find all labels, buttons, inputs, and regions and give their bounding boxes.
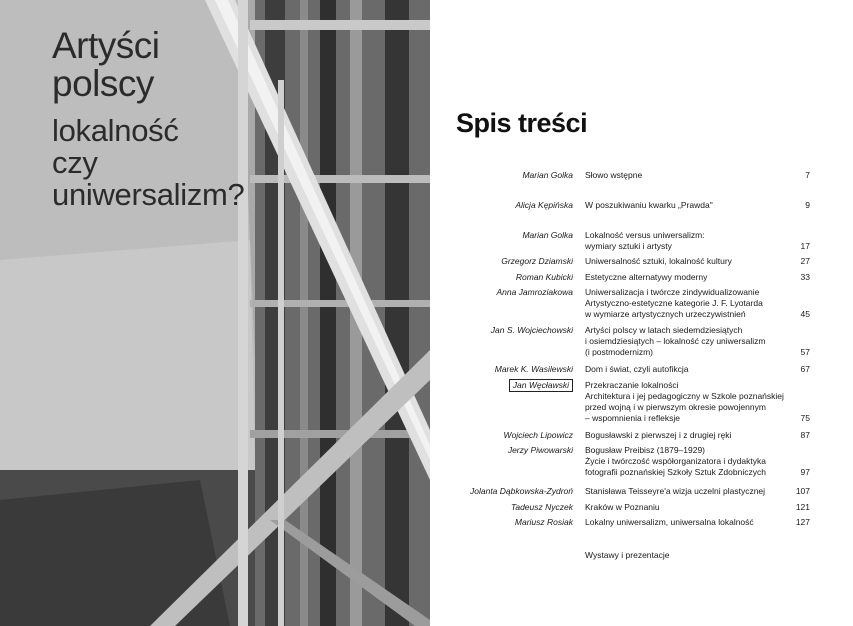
toc-title-block bbox=[585, 287, 805, 320]
toc-title-line: Bogusław Preibisz (1879–1929) bbox=[585, 445, 706, 455]
toc-title-line: Uniwersalność sztuki, lokalność kultury bbox=[585, 256, 732, 266]
toc-title-block bbox=[585, 325, 805, 358]
toc-title-line: wymiary sztuki i artysty bbox=[585, 241, 672, 251]
toc-page-number: 107 bbox=[795, 486, 810, 496]
toc-page-number: 57 bbox=[800, 347, 810, 357]
toc-author: Marian Golka bbox=[522, 170, 573, 180]
toc-title-block bbox=[585, 170, 805, 181]
toc-title-line: Artystyczno-estetyczne kategorie J. F. Lyotarda bbox=[585, 298, 763, 308]
cover-subtitle-line: czy bbox=[52, 145, 98, 180]
toc-title-block bbox=[585, 502, 805, 513]
toc-title-line: Dom i świat, czyli autofikcja bbox=[585, 364, 689, 374]
toc-page-number: 75 bbox=[800, 413, 810, 423]
cover-subtitle-line: lokalność bbox=[52, 113, 179, 148]
toc-title-line: Przekraczanie lokalności bbox=[585, 380, 679, 390]
toc-author: Anna Jamroziakowa bbox=[496, 287, 573, 297]
toc-title-block bbox=[585, 272, 805, 283]
toc-page-number: 87 bbox=[800, 430, 810, 440]
toc-page-number: 127 bbox=[795, 517, 810, 527]
toc-page-number: 17 bbox=[800, 241, 810, 251]
toc-page bbox=[430, 0, 853, 626]
toc-title-line: Stanisława Teisseyre'a wizja uczelni plastycznej bbox=[585, 486, 766, 496]
toc-title-line: i osiemdziesiątych – lokalność czy uniwersalizm bbox=[585, 336, 766, 346]
toc-title-block bbox=[585, 445, 805, 478]
toc-title-line: przed wojną i w pierwszym okresie powojennym bbox=[585, 402, 766, 412]
toc-page-number: 7 bbox=[805, 170, 810, 180]
toc-title-line: – wspomnienia i refleksje bbox=[585, 413, 680, 423]
toc-author: Grzegorz Dziamski bbox=[501, 256, 573, 266]
toc-author: Mariusz Rosiak bbox=[514, 517, 573, 527]
toc-title-line: w wymiarze artystycznych urzeczywistnień bbox=[585, 309, 746, 319]
toc-title-line: Bogusławski z pierwszej i z drugiej ręki bbox=[585, 430, 732, 440]
cover-title-line: Artyści bbox=[52, 25, 160, 66]
toc-page-number: 9 bbox=[805, 200, 810, 210]
toc-author: Alicja Kępińska bbox=[515, 200, 573, 210]
toc-author: Roman Kubicki bbox=[515, 272, 573, 282]
toc-page-number: 27 bbox=[800, 256, 810, 266]
toc-title-line: Słowo wstępne bbox=[585, 170, 643, 180]
toc-page-number: 121 bbox=[795, 502, 810, 512]
toc-page-number: 33 bbox=[800, 272, 810, 282]
toc-title-block bbox=[585, 256, 805, 267]
toc-title-line: Kraków w Poznaniu bbox=[585, 502, 660, 512]
toc-title-block bbox=[585, 230, 805, 252]
cover-title bbox=[52, 27, 245, 211]
toc-author: Jan Węcławski bbox=[509, 379, 573, 392]
toc-author: Jerzy Piwowarski bbox=[507, 445, 573, 455]
toc-page-number: 45 bbox=[800, 309, 810, 319]
cover-subtitle-line: uniwersalizm? bbox=[52, 177, 245, 212]
toc-title-block bbox=[585, 200, 805, 211]
toc-author: Tadeusz Nyczek bbox=[510, 502, 573, 512]
toc-title-line: fotografii poznańskiej Szkoły Sztuk Zdobniczych bbox=[585, 467, 766, 477]
toc-title-block bbox=[585, 380, 805, 424]
toc-title-line: Uniwersalizacja i twórcze zindywidualizowanie bbox=[585, 287, 760, 297]
toc-heading: Spis treści bbox=[456, 108, 588, 138]
toc-extra-section: Wystawy i prezentacje bbox=[585, 550, 670, 560]
toc-title-block bbox=[585, 517, 805, 528]
toc-title-block bbox=[585, 486, 805, 497]
toc-title-block bbox=[585, 364, 805, 375]
toc-title-line: Życie i twórczość współorganizatora i dydaktyka bbox=[585, 456, 766, 466]
toc-title-line: Artyści polscy w latach siedemdziesiątych bbox=[585, 325, 743, 335]
toc-page-number: 97 bbox=[800, 467, 810, 477]
toc-title-line: Architektura i jej pedagogiczny w Szkole poznańskiej bbox=[585, 391, 784, 401]
toc-author: Wojciech Lipowicz bbox=[503, 430, 573, 440]
toc-title-block bbox=[585, 430, 805, 441]
toc-author: Jolanta Dąbkowska-Zydroń bbox=[470, 486, 573, 496]
toc-title-line: (i postmodernizm) bbox=[585, 347, 654, 357]
toc-title-line: Estetyczne alternatywy moderny bbox=[585, 272, 708, 282]
toc-author: Jan S. Wojciechowski bbox=[490, 325, 573, 335]
cover-title-line: polscy bbox=[52, 63, 154, 104]
toc-author: Marian Golka bbox=[522, 230, 573, 240]
toc-title-line: Lokalność versus uniwersalizm: bbox=[585, 230, 705, 240]
toc-title-line: Lokalny uniwersalizm, uniwersalna lokalność bbox=[585, 517, 754, 527]
toc-page-number: 67 bbox=[800, 364, 810, 374]
toc-title-line: W poszukiwaniu kwarku „Prawda" bbox=[585, 200, 713, 210]
toc-author: Marek K. Wasilewski bbox=[494, 364, 573, 374]
